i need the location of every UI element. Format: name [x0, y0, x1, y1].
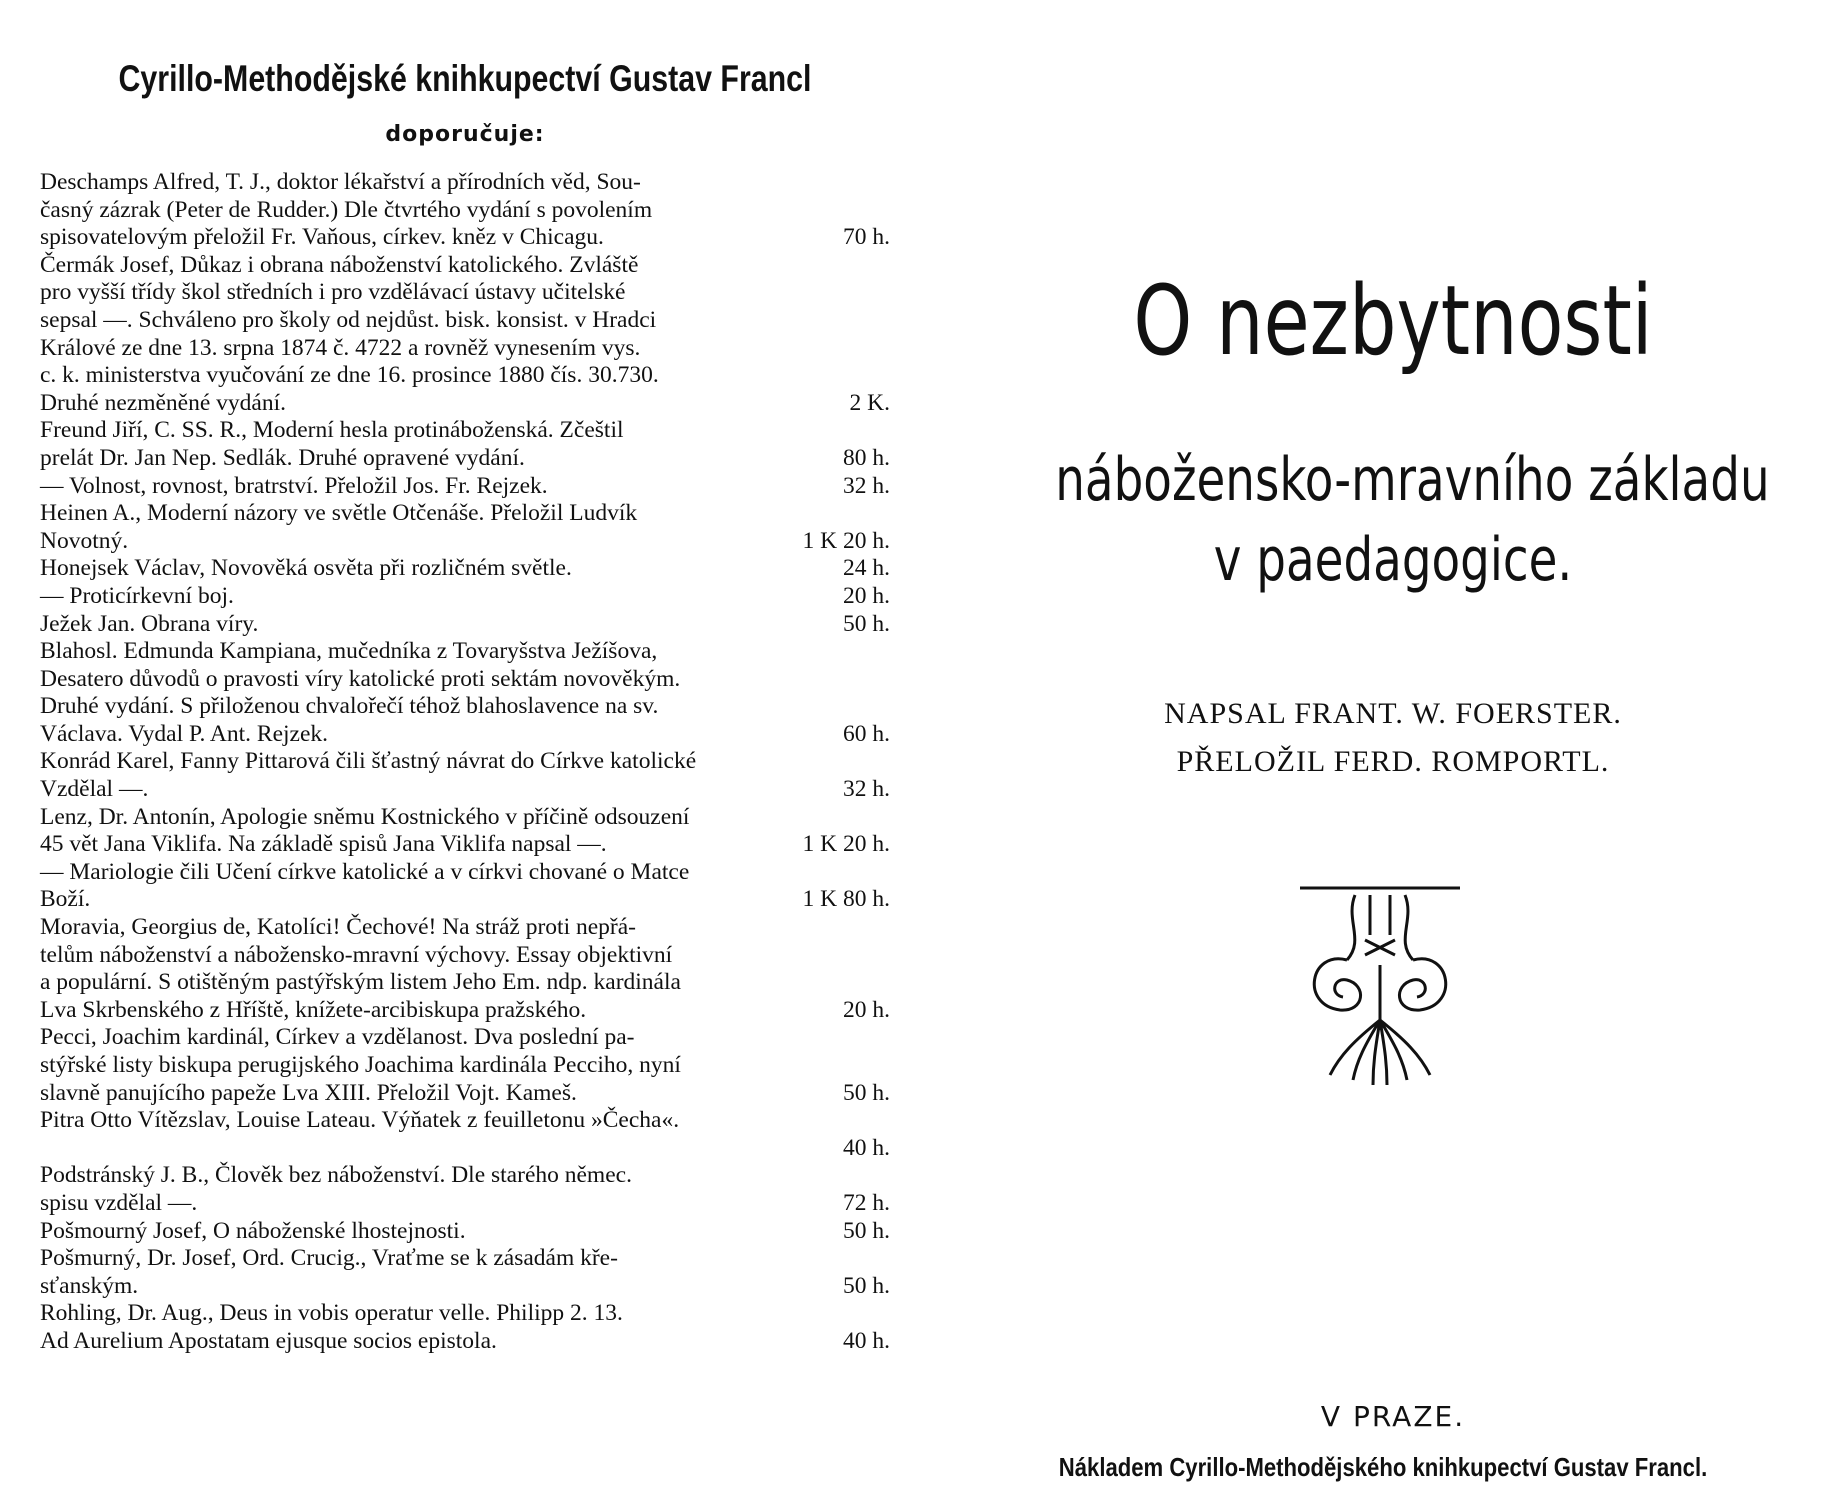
catalog-entry	[40, 1300, 890, 1355]
entry-text: Novotný.	[40, 527, 129, 554]
catalog-entry	[40, 859, 890, 914]
entry-text: Druhé vydání. S přiloženou chvalořečí téhož blahoslavence na sv.	[40, 693, 659, 720]
author-line: NAPSAL FRANT. W. FOERSTER.	[1164, 697, 1622, 730]
city-line: V PRAZE.	[1320, 1400, 1466, 1433]
catalog-entry	[40, 611, 890, 639]
catalog-entry	[40, 473, 890, 501]
entry-text: Lva Skrbenského z Hříště, knížete-arcibiskupa pražského.	[40, 996, 587, 1023]
entry-price: 70 h.	[843, 224, 890, 251]
subtitle-line-1: nábožensko-mravního základu	[1055, 445, 1770, 515]
entry-text: — Volnost, rovnost, bratrství. Přeložil Jos. Fr. Rejzek.	[40, 472, 548, 499]
entry-line	[40, 527, 890, 556]
catalog-entry	[40, 555, 890, 583]
catalog-entry	[40, 914, 890, 1024]
entry-line	[40, 582, 890, 611]
entry-line	[40, 279, 890, 307]
entry-text: Pecci, Joachim kardinál, Církev a vzdělanost. Dva poslední pa-	[40, 1024, 635, 1051]
entry-text: 45 vět Jana Viklifa. Na základě spisů Jana Viklifa napsal —.	[40, 831, 607, 858]
catalog-entry	[40, 583, 890, 611]
entry-line	[40, 638, 890, 666]
entry-line	[40, 776, 890, 804]
entry-price: 1 K 80 h.	[802, 886, 890, 913]
entry-text: Rohling, Dr. Aug., Deus in vobis operatur velle. Philipp 2. 13.	[40, 1300, 623, 1327]
entry-text: Ad Aurelium Apostatam ejusque socios epistola.	[40, 1327, 497, 1354]
entry-text: Pitra Otto Vítězslav, Louise Lateau. Výňatek z feuilletonu »Čecha«.	[40, 1107, 680, 1134]
entry-text: Čermák Josef, Důkaz i obrana náboženství katolického. Zvláště	[40, 251, 639, 278]
entry-line	[40, 334, 890, 363]
entry-price: 40 h.	[843, 1327, 890, 1354]
catalog-entry	[40, 804, 890, 859]
entry-text: Blahosl. Edmunda Kampiana, mučedníka z Tovaryšstva Ježíšova,	[40, 638, 658, 665]
entry-price: 60 h.	[843, 720, 890, 747]
entry-line	[40, 1272, 890, 1301]
entry-price: 80 h.	[843, 444, 890, 471]
entry-line	[40, 472, 890, 501]
entry-text: časný zázrak (Peter de Rudder.) Dle čtvrtého vydání s povolením	[40, 196, 653, 223]
entry-price: 32 h.	[843, 472, 890, 499]
publisher-header: Cyrillo-Methodějské knihkupectví Gustav Francl	[118, 58, 812, 99]
entry-text: slavně panujícího papeže Lva XIII. Přeložil Vojt. Kameš.	[40, 1079, 577, 1106]
entry-text: c. k. ministerstva vyučování ze dne 16. prosince 1880 čís. 30.730.	[40, 362, 659, 389]
entry-line	[40, 362, 890, 390]
book-title: O nezbytnosti	[1133, 265, 1653, 377]
entry-line	[40, 224, 890, 252]
catalog-entry	[40, 417, 890, 472]
book-subtitle	[1055, 440, 1770, 600]
catalog-entry	[40, 169, 890, 252]
catalog-entry	[40, 638, 890, 748]
entry-price: 50 h.	[843, 1272, 890, 1299]
catalog-entry	[40, 500, 890, 555]
entry-text: Boží.	[40, 886, 91, 913]
entry-text: Deschamps Alfred, T. J., doktor lékařství a přírodních věd, Sou-	[40, 169, 641, 195]
entry-line	[40, 389, 890, 418]
left-page	[40, 40, 890, 1460]
entry-price: 1 K 20 h.	[802, 831, 890, 858]
entry-line	[40, 1217, 890, 1246]
entry-text: Heinen A., Moderní názory ve světle Otčenáše. Přeložil Ludvík	[40, 500, 638, 527]
entry-line	[40, 1079, 890, 1108]
entry-price: 20 h.	[843, 582, 890, 609]
entry-text: — Proticírkevní boj.	[40, 582, 234, 609]
entry-text: spisovatelovým přeložil Fr. Vaňous, církev. kněz v Chicagu.	[40, 224, 604, 251]
entry-text: Freund Jiří, C. SS. R., Moderní hesla protináboženská. Zčeštil	[40, 417, 624, 444]
entry-text: telům náboženství a nábožensko-mravní výchovy. Essay objektivní	[40, 941, 673, 968]
recommends-heading: doporučuje:	[385, 122, 545, 147]
entry-line	[40, 748, 890, 776]
entry-text: Pošmourný Josef, O náboženské lhostejnosti.	[40, 1217, 466, 1244]
entry-text: — Mariologie čili Učení církve katolické a v církvi chované o Matce	[40, 858, 690, 885]
ornament-vignette-icon	[1285, 880, 1475, 1090]
entry-line	[40, 306, 890, 335]
entry-text: Králové ze dne 13. srpna 1874 č. 4722 a rovněž vynesením vys.	[40, 334, 641, 361]
catalog-entry	[40, 1218, 890, 1246]
right-page	[960, 0, 1826, 1500]
catalog-entry	[40, 252, 890, 418]
catalog-entry	[40, 1024, 890, 1107]
entry-line	[40, 720, 890, 749]
entry-line	[40, 858, 890, 887]
entry-line	[40, 444, 890, 473]
entry-line	[40, 1189, 890, 1218]
entry-line	[40, 1024, 890, 1052]
entry-price: 20 h.	[843, 996, 890, 1023]
publisher-line: Nákladem Cyrillo-Methodějského knihkupectví Gustav Francl.	[1058, 1452, 1708, 1482]
entry-line	[40, 886, 890, 914]
entry-text: Václava. Vydal P. Ant. Rejzek.	[40, 720, 329, 747]
entry-line	[40, 693, 890, 721]
entry-text: Konrád Karel, Fanny Pittarová čili šťastný návrat do Církve katolické	[40, 748, 697, 775]
entry-text: Honejsek Václav, Novověká osvěta při rozličném světle.	[40, 555, 572, 582]
entry-price: 24 h.	[843, 555, 890, 582]
entry-price: 2 K.	[849, 389, 890, 416]
entry-line	[40, 610, 890, 639]
entry-line	[40, 1107, 890, 1135]
entry-line	[40, 969, 890, 997]
entry-line	[40, 196, 890, 225]
entry-line	[40, 1245, 890, 1273]
entry-line	[40, 914, 890, 942]
catalog-entry	[40, 748, 890, 803]
entry-text: Lenz, Dr. Antonín, Apologie sněmu Kostnického v příčině odsouzení	[40, 803, 690, 830]
entry-line	[40, 169, 890, 197]
entry-price: 32 h.	[843, 776, 890, 803]
catalog-entries	[40, 169, 890, 1356]
entry-text: Podstránský J. B., Člověk bez náboženství. Dle starého němec.	[40, 1162, 632, 1189]
entry-price: 40 h.	[843, 1134, 890, 1161]
entry-price: 1 K 20 h.	[802, 527, 890, 554]
catalog-entry	[40, 1245, 890, 1300]
entry-text: a populární. S otištěným pastýřským listem Jeho Em. ndp. kardinála	[40, 969, 681, 996]
entry-line	[40, 500, 890, 528]
entry-line	[40, 941, 890, 970]
entry-line	[40, 1052, 890, 1080]
entry-text: Vzdělal —.	[40, 776, 149, 803]
entry-line	[40, 1300, 890, 1328]
entry-line	[40, 803, 890, 832]
entry-price: 50 h.	[843, 610, 890, 637]
entry-text: Desatero důvodů o pravosti víry katolické proti sektám novověkým.	[40, 665, 681, 692]
entry-text: stýřské listy biskupa perugijského Joachima kardinála Pecciho, nyní	[40, 1052, 681, 1078]
entry-line	[40, 831, 890, 859]
catalog-entry	[40, 1162, 890, 1217]
subtitle-line-2: v paedagogice.	[1213, 525, 1573, 595]
entry-price: 50 h.	[843, 1079, 890, 1106]
entry-text: Pošmurný, Dr. Josef, Ord. Crucig., Vraťme se k zásadám kře-	[40, 1245, 618, 1272]
entry-line	[40, 665, 890, 694]
entry-text: spisu vzdělal —.	[40, 1189, 198, 1216]
entry-line	[40, 1327, 890, 1356]
entry-price: 72 h.	[843, 1189, 890, 1216]
entry-text: Ježek Jan. Obrana víry.	[40, 610, 259, 637]
catalog-entry	[40, 1107, 890, 1162]
entry-text: Druhé nezměněné vydání.	[40, 389, 286, 416]
authors-block	[960, 690, 1826, 786]
entry-text: prelát Dr. Jan Nep. Sedlák. Druhé opravené vydání.	[40, 444, 525, 471]
translator-line: PŘELOŽIL FERD. ROMPORTL.	[1176, 745, 1610, 778]
entry-line	[40, 1162, 890, 1190]
entry-text: pro vyšší třídy škol středních i pro vzdělávací ústavy učitelské	[40, 279, 626, 306]
entry-text: sepsal —. Schváleno pro školy od nejdůst. bisk. konsist. v Hradci	[40, 306, 657, 333]
entry-line	[40, 996, 890, 1025]
entry-text: Moravia, Georgius de, Katolíci! Čechové! Na stráž proti nepřá-	[40, 914, 636, 941]
entry-line	[40, 555, 890, 583]
entry-line	[68, 1135, 890, 1163]
entry-price: 50 h.	[843, 1217, 890, 1244]
entry-line	[40, 417, 890, 445]
entry-text: sťanským.	[40, 1272, 139, 1299]
entry-line	[40, 251, 890, 280]
